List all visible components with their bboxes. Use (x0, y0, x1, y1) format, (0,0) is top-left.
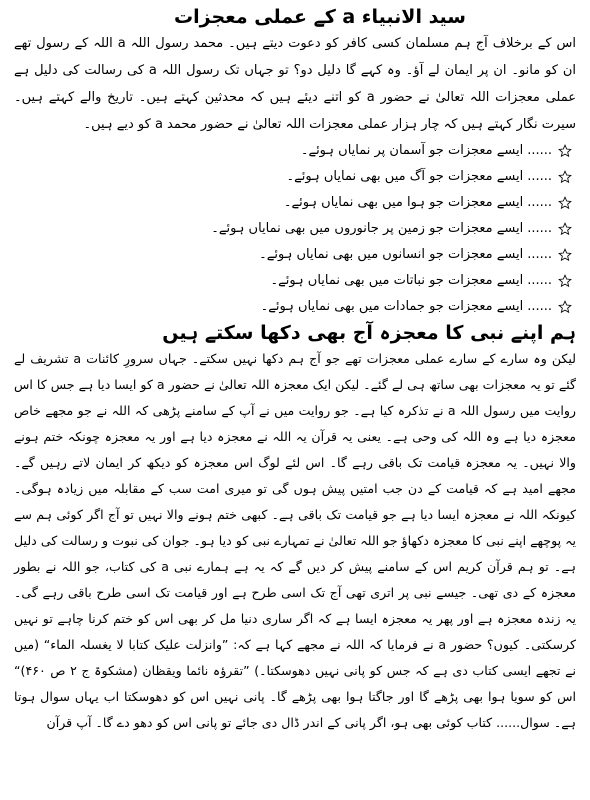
star-icon (558, 170, 572, 184)
star-icon (558, 274, 572, 288)
list-item (14, 242, 576, 268)
list-dots: ...... (527, 169, 552, 184)
list-item-text: ایسے معجزات جو زمین پر جانوروں میں بھی نمایاں ہوئے۔ (211, 221, 524, 236)
star-icon (558, 144, 572, 158)
section-heading-quran-miracle: ہم اپنے نبی کا معجزہ آج بھی دکھا سکتے ہیں (162, 322, 576, 344)
section-heading-miracles: سید الانبیاء a کے عملی معجزات (174, 6, 466, 28)
star-icon (558, 222, 572, 236)
list-dots: ...... (527, 273, 552, 288)
star-icon (558, 196, 572, 210)
list-item (14, 138, 576, 164)
list-item-text: ایسے معجزات جو نباتات میں بھی نمایاں ہوئے۔ (270, 273, 524, 288)
list-item (14, 294, 576, 320)
list-item-text: ایسے معجزات جو ہوا میں بھی نمایاں ہوئے۔ (283, 195, 524, 210)
list-dots: ...... (527, 195, 552, 210)
list-item (14, 268, 576, 294)
list-item-text: ایسے معجزات جو انسانوں میں بھی نمایاں ہوئے۔ (259, 247, 524, 262)
list-item (14, 190, 576, 216)
list-item (14, 216, 576, 242)
list-dots: ...... (527, 299, 552, 314)
list-dots: ...... (527, 221, 552, 236)
list-dots: ...... (527, 247, 552, 262)
body-paragraph: لیکن وہ سارے کے سارے عملی معجزات تھے جو آج ہم دکھا نہیں سکتے۔ جہاں سرورِ کائنات a تشریف لے گئے تو یہ معجزات بھی ساتھ ہی لے گئے۔ لیکن ایک معجزہ اللہ تعالیٰ نے حضور a کو ایسا دیا ہے جس کا اس روایت میں رسول اللہ a نے تذکرہ کیا ہے۔ جو روایت میں نے آپ کے سامنے پڑھی کہ اللہ نے جو مجھے خاص معجزہ دیا ہے وہ اللہ کی وحی ہے۔ یعنی یہ قرآن یہ اللہ نے معجزہ دیا ہے اور یہ معجزہ چونکہ ختم ہونے والا نہیں۔ یہ معجزہ قیامت تک باقی رہے گا۔ اس لئے لوگ اس معجزہ کو دیکھ کر ایمان لاتے رہیں گے۔ مجھے امید ہے کہ قیامت کے دن جب امتیں پیش ہوں گی تو میری امت سب کے مقابلہ میں زیادہ ہوگی۔ کیونکہ اللہ نے معجزہ ایسا دیا ہے جو قیامت تک باقی ہے۔ کبھی ختم ہونے والا نہیں تو آج اگر کوئی ہم سے یہ پوچھے اپنے نبی کا معجزہ دکھاؤ جو اللہ تعالیٰ نے تمہارے نبی کو دیا ہو۔ جوان کی نبوت و رسالت کی دلیل ہے۔ تو ہم قرآن کریم اس کے سامنے پیش کر دیں گے کہ یہ ہے ہمارے نبی a کی کتاب، جو اللہ نے بطور معجزہ کے دی تھی۔ جیسے نبی پر اتری تھی آج تک اسی طرح ہے اور قیامت تک اسی طرح باقی رہے گی۔ یہ زندہ معجزہ ہے اور پھر یہ معجزہ ایسا ہے کہ اگر ساری دنیا مل کر بھی اس کو ختم کرنا چاہے تو نہیں کرسکتی۔ کیوں؟ حضور a نے فرمایا کہ اللہ نے مجھے کہا ہے کہ: ”وانزلت علیک کتابا لا یغسلہ الماء“ (میں نے تجھے ایسی کتاب دی ہے کہ جس کو پانی نہیں دھوسکتا۔) ”تقرؤہ نائما ویقظان (مشکوۃ ج ۲ ص ۴۶۰)“ اس کو سویا ہوا بھی پڑھے گا اور جاگتا ہوا بھی پڑھے گا۔ پانی نہیں اس کو دھوسکتا اب یہاں سوال ہوتا ہے۔ سوال...... کتاب کوئی بھی ہو، اگر پانی کے اندر ڈال دی جائے تو پانی اس کو دھو دے گا۔ آپ قرآن (14, 351, 577, 730)
list-item-text: ایسے معجزات جو جمادات میں بھی نمایاں ہوئے۔ (260, 299, 524, 314)
intro-paragraph: اس کے برخلاف آج ہم مسلمان کسی کافر کو دعوت دیتے ہیں۔ محمد رسول اللہ a اللہ کے رسول تھے ان کو مانو۔ ان پر ایمان لے آؤ۔ وہ کہے گا دلیل دو؟ تو جہاں تک رسول اللہ a کی رسالت کی دلیل ہے عملی معجزات اللہ تعالیٰ نے حضور a کو اتنے دیئے ہیں کہ محدثین کہتے ہیں۔ تاریخ والے کہتے ہیں۔ سیرت نگار کہتے ہیں کہ چار ہزار عملی معجزات اللہ تعالیٰ نے حضور محمد a کو دیے ہیں۔ (14, 36, 577, 132)
miracles-list (14, 138, 576, 320)
star-icon (558, 248, 572, 262)
list-item (14, 164, 576, 190)
star-icon (558, 300, 572, 314)
list-dots: ...... (527, 143, 552, 158)
list-item-text: ایسے معجزات جو آسمان پر نمایاں ہوئے۔ (300, 143, 524, 158)
list-item-text: ایسے معجزات جو آگ میں بھی نمایاں ہوئے۔ (286, 169, 524, 184)
